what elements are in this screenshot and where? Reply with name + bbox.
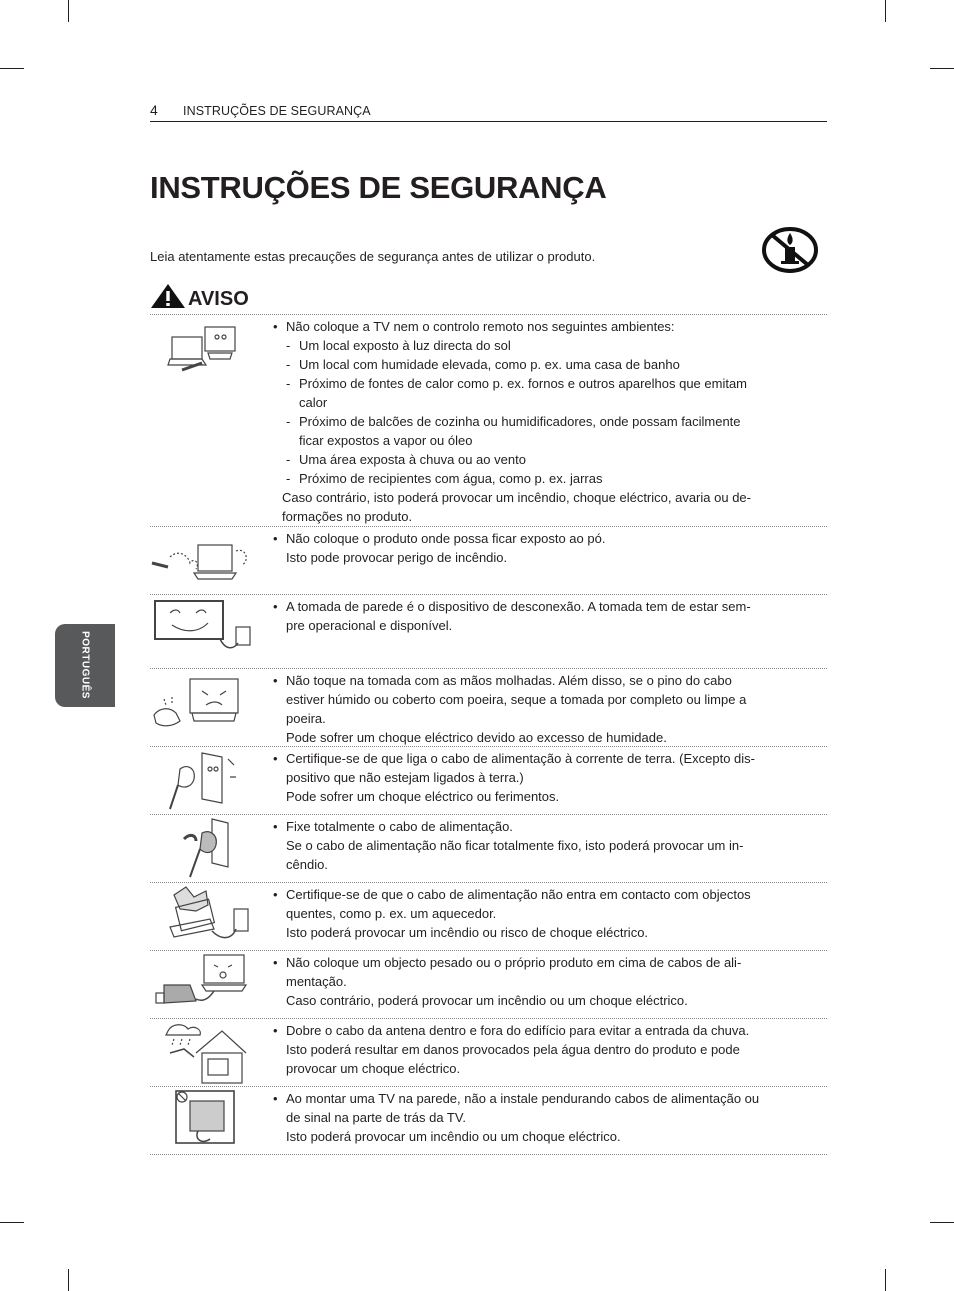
list-item: - Um local com humidade elevada, como p. ex. uma casa de banho xyxy=(273,355,827,374)
warning-text xyxy=(273,1087,827,1146)
consequence-text: Isto pode provocar perigo de incêndio. xyxy=(286,550,508,565)
warning-text xyxy=(273,527,827,567)
list-item: - Próximo de balcões de cozinha ou humidificadores, onde possam facilmente xyxy=(273,412,827,431)
warning-row-environment xyxy=(150,315,827,527)
crop-mark xyxy=(0,68,24,69)
warning-text xyxy=(273,595,827,635)
warning-text xyxy=(273,747,827,806)
warning-text xyxy=(273,883,827,942)
crop-mark xyxy=(930,1222,954,1223)
language-tab-label: PORTUGUÊS xyxy=(79,631,91,699)
consequence-text: Isto poderá provocar um incêndio ou risco de choque eléctrico. xyxy=(286,925,649,940)
list-item-continued: ficar expostos a vapor ou óleo xyxy=(299,433,473,448)
illustration-grounded-plug-icon xyxy=(150,747,255,813)
consequence-text: estiver húmido ou coberto com poeira, seque a tomada por completo ou limpe a xyxy=(286,692,747,707)
page-number: 4 xyxy=(150,102,158,118)
crop-mark xyxy=(885,1269,886,1291)
crop-mark xyxy=(885,0,886,22)
list-item: - Próximo de fontes de calor como p. ex. fornos e outros aparelhos que emitam xyxy=(273,374,827,393)
intro-text: Leia atentamente estas precauções de segurança antes de utilizar o produto. xyxy=(150,249,596,264)
warning-text xyxy=(273,951,827,1010)
bullet-text: • A tomada de parede é o dispositivo de desconexão. A tomada tem de estar sem- xyxy=(273,597,827,616)
illustration-plug-insert-icon xyxy=(150,815,255,881)
crop-mark xyxy=(930,68,954,69)
warning-row-antenna xyxy=(150,1019,827,1087)
consequence-text: Pode sofrer um choque eléctrico ou ferimentos. xyxy=(286,789,560,804)
bullet-text: • Dobre o cabo da antena dentro e fora do edifício para evitar a entrada da chuva. xyxy=(273,1021,827,1040)
list-item: - Uma área exposta à chuva ou ao vento xyxy=(273,450,827,469)
illustration-wall-mount-icon xyxy=(150,1087,255,1153)
consequence-text: pre operacional e disponível. xyxy=(286,618,453,633)
warning-row-fix-cable xyxy=(150,815,827,883)
crop-mark xyxy=(68,1269,69,1291)
bullet-text: • Não coloque um objecto pesado ou o próprio produto em cima de cabos de ali- xyxy=(273,953,827,972)
list-item-continued: calor xyxy=(299,395,328,410)
bullet-text: • Certifique-se de que o cabo de alimentação não entra em contacto com objectos xyxy=(273,885,827,904)
warning-row-wet-hands xyxy=(150,669,827,747)
list-item: - Próximo de recipientes com água, como p. ex. jarras xyxy=(273,469,827,488)
consequence-text: mentação. xyxy=(286,974,347,989)
bullet-text: • Não coloque o produto onde possa ficar exposto ao pó. xyxy=(273,529,827,548)
consequence-text: positivo que não estejam ligados à terra.) xyxy=(286,770,524,785)
warning-row-disconnect xyxy=(150,595,827,669)
illustration-heavy-object-icon xyxy=(150,951,255,1017)
list-item: - Um local exposto à luz directa do sol xyxy=(273,336,827,355)
crop-mark xyxy=(0,1222,24,1223)
warning-row-wall-mount xyxy=(150,1087,827,1155)
consequence-text: Pode sofrer um choque eléctrico devido ao excesso de humidade. xyxy=(286,730,667,745)
bullet-text: • Não toque na tomada com as mãos molhadas. Além disso, se o pino do cabo xyxy=(273,671,827,690)
illustration-dust-icon xyxy=(150,527,255,593)
consequence-text: de sinal na parte de trás da TV. xyxy=(286,1110,466,1125)
warning-row-ground xyxy=(150,747,827,815)
illustration-wall-plug-icon xyxy=(150,595,255,665)
bullet-text: • Certifique-se de que liga o cabo de alimentação à corrente de terra. (Excepto dis- xyxy=(273,749,827,768)
warning-text xyxy=(273,815,827,874)
consequence-text: formações no produto. xyxy=(282,509,413,524)
no-open-flame-icon xyxy=(760,225,820,275)
warning-label: AVISO xyxy=(188,288,249,310)
warning-row-dust xyxy=(150,527,827,595)
page-title: INSTRUÇÕES DE SEGURANÇA xyxy=(150,170,607,205)
warning-text xyxy=(273,1019,827,1078)
consequence-text: Se o cabo de alimentação não ficar totalmente fixo, isto poderá provocar um in- xyxy=(286,838,744,853)
warning-text xyxy=(273,669,827,747)
warning-row-heat xyxy=(150,883,827,951)
consequence-text: poeira. xyxy=(286,711,326,726)
consequence-text: Isto poderá resultar em danos provocados pela água dentro do produto e pode xyxy=(286,1042,740,1057)
running-title: INSTRUÇÕES DE SEGURANÇA xyxy=(183,104,371,118)
warning-table xyxy=(150,314,827,1155)
consequence-text: Caso contrário, isto poderá provocar um incêndio, choque eléctrico, avaria ou de- xyxy=(282,490,751,505)
consequence-text: Isto poderá provocar um incêndio ou um choque eléctrico. xyxy=(286,1129,621,1144)
illustration-heater-cable-icon xyxy=(150,883,255,949)
bullet-text: • Fixe totalmente o cabo de alimentação. xyxy=(273,817,827,836)
warning-text xyxy=(273,315,827,526)
crop-mark xyxy=(68,0,69,22)
illustration-antenna-rain-icon xyxy=(150,1019,255,1085)
consequence-text: provocar um choque eléctrico. xyxy=(286,1061,461,1076)
illustration-wet-hands-icon xyxy=(150,669,255,743)
consequence-text: cêndio. xyxy=(286,857,328,872)
consequence-text: quentes, como p. ex. um aquecedor. xyxy=(286,906,497,921)
warning-row-heavy-object xyxy=(150,951,827,1019)
warning-triangle-icon xyxy=(150,283,186,309)
bullet-text: • Não coloque a TV nem o controlo remoto nos seguintes ambientes: xyxy=(273,317,827,336)
consequence-text: Caso contrário, poderá provocar um incêndio ou um choque eléctrico. xyxy=(286,993,688,1008)
page-header xyxy=(150,102,827,122)
illustration-tv-environment-icon xyxy=(150,315,255,385)
language-tab xyxy=(55,624,115,707)
bullet-text: • Ao montar uma TV na parede, não a instale pendurando cabos de alimentação ou xyxy=(273,1089,827,1108)
